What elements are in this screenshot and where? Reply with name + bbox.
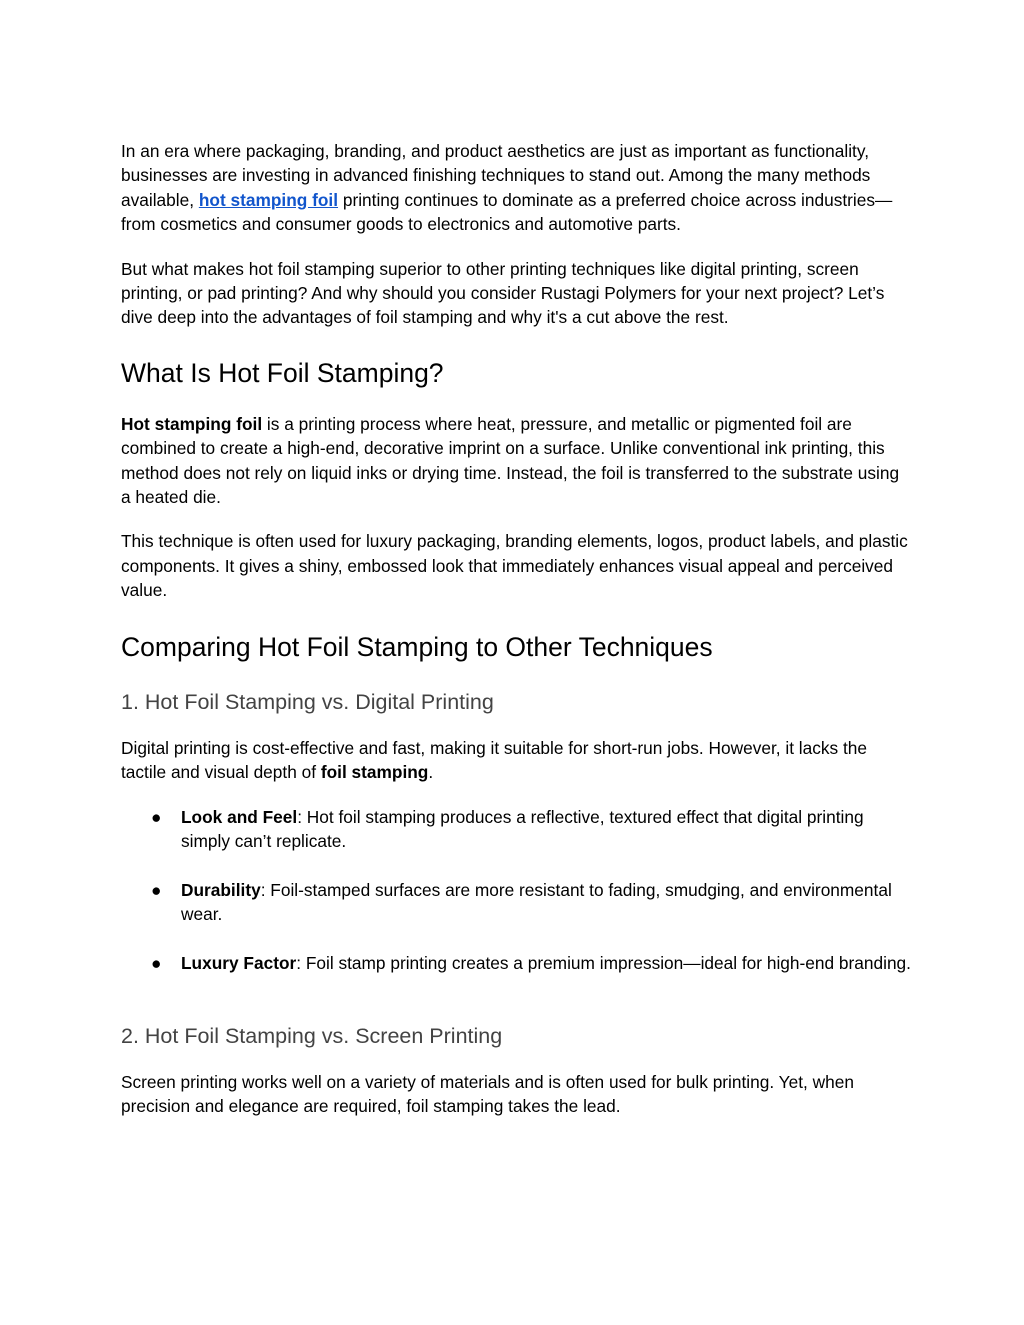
intro-paragraph-2: But what makes hot foil stamping superior to other printing techniques like digital printing, screen printing, or pad printing? And why should you consider Rustagi Polymers for your next project? Let’s dive deep into the advantages of foil stamping and why it's a cut above the rest. [121,258,885,328]
digital-paragraph [121,736,911,785]
bullet-term: Luxury Factor [181,953,297,974]
intro-paragraph-1 [121,139,911,237]
list-item [121,951,911,975]
bullet-text: : Hot foil stamping produces a reflective, textured effect that digital printing simply can’t replicate. [181,806,864,851]
heading-what-is: What Is Hot Foil Stamping? [121,357,444,388]
subheading-screen-printing: 2. Hot Foil Stamping vs. Screen Printing [121,1023,503,1048]
heading-comparing: Comparing Hot Foil Stamping to Other Techniques [121,631,713,662]
what-text: is a printing process where heat, pressure, and metallic or pigmented foil are combined to create a high-end, decorative imprint on a surface. Unlike conventional ink printing, this method does not rely on liquid inks or drying time. Instead, the foil is transferred to the substrate using a heated die. [121,413,900,508]
digital-bold-term: foil stamping [320,762,429,783]
list-item [121,805,911,854]
document-body [121,139,911,1119]
intro-text-b: printing continues to dominate as a preferred choice across industries—from cosmetics and consumer goods to electronics and automotive parts. [121,189,893,235]
subheading-digital-printing: 1. Hot Foil Stamping vs. Digital Printing [121,689,494,714]
digital-comparison-list [121,805,911,976]
digital-text-b: . [428,762,434,783]
what-paragraph-1 [121,412,911,510]
intro-text-a: In an era where packaging, branding, and product aesthetics are just as important as functionality, businesses are investing in advanced finishing techniques to stand out. Among the many methods available, [121,141,871,210]
bullet-term: Look and Feel [181,806,298,827]
list-item [121,878,911,927]
bullet-term: Durability [181,879,261,900]
bullet-icon: ● [151,806,162,827]
screen-paragraph: Screen printing works well on a variety of materials and is often used for bulk printing. Yet, when precision and elegance are required, foil stamping takes the lead. [121,1071,854,1117]
bullet-text: : Foil stamp printing creates a premium impression—ideal for high-end branding. [296,953,911,974]
what-paragraph-2: This technique is often used for luxury packaging, branding elements, logos, product labels, and plastic components. It gives a shiny, embossed look that immediately enhances visual appeal and perceived value. [121,531,908,601]
bullet-icon: ● [151,879,162,900]
bullet-icon: ● [151,953,162,974]
hot-stamping-foil-link[interactable]: hot stamping foil [198,189,339,210]
what-bold-term: Hot stamping foil [121,413,263,434]
bullet-text: : Foil-stamped surfaces are more resistant to fading, smudging, and environmental wear. [181,879,892,925]
digital-text-a: Digital printing is cost-effective and fast, making it suitable for short-run jobs. However, it lacks the tactile and visual depth of [121,737,867,783]
